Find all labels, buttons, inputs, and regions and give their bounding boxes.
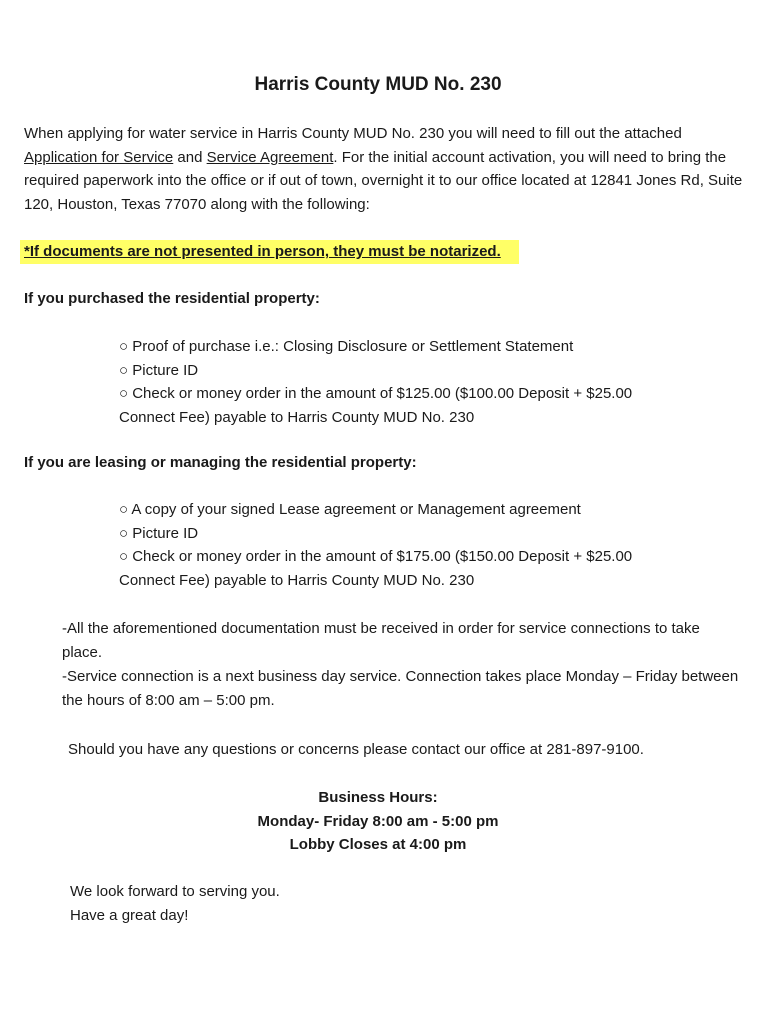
list-item: Connect Fee) payable to Harris County MUD No. 230 xyxy=(119,571,475,589)
weekday-hours: Monday- Friday 8:00 am - 5:00 pm xyxy=(257,812,499,830)
documentation-note: -All the aforementioned documentation must be received in order for service connections to take place. xyxy=(62,620,700,661)
intro-paragraph xyxy=(24,122,744,216)
list-item: ○ Picture ID xyxy=(119,361,199,379)
intro-text-2: and xyxy=(173,148,207,166)
purchase-heading: If you purchased the residential property: xyxy=(24,290,320,307)
list-item: ○ Check or money order in the amount of $175.00 ($150.00 Deposit + $25.00 xyxy=(119,548,633,565)
list-item: Connect Fee) payable to Harris County MUD No. 230 xyxy=(119,408,475,426)
closing-line: We look forward to serving you. xyxy=(70,883,280,900)
list-item: ○ Check or money order in the amount of $125.00 ($100.00 Deposit + $25.00 xyxy=(119,385,633,402)
application-for-service-link[interactable]: Application for Service xyxy=(24,148,174,166)
lobby-hours: Lobby Closes at 4:00 pm xyxy=(289,836,467,853)
closing-line: Have a great day! xyxy=(70,906,189,924)
business-hours xyxy=(0,786,756,857)
list-item: ○ Proof of purchase i.e.: Closing Disclosure or Settlement Statement xyxy=(119,338,574,355)
list-item: ○ Picture ID xyxy=(119,524,199,542)
closing xyxy=(70,880,280,927)
intro-text-1: When applying for water service in Harris County MUD No. 230 you will need to fill out the attached xyxy=(24,125,682,142)
service-connection-note: -Service connection is a next business day service. Connection takes place Monday – Friday between the hours of 8:00 am – 5:00 pm. xyxy=(62,668,739,709)
list-item: ○ A copy of your signed Lease agreement or Management agreement xyxy=(119,501,581,518)
lease-requirements-list xyxy=(119,498,719,592)
lease-heading: If you are leasing or managing the residential property: xyxy=(24,454,417,471)
intro-text-3: . For the initial account activation, you will need to bring the required paperwork into the office or if out of town, overnight it to our office located at 12841 Jones Rd, Suite 120, Houston, Texas 77070 along with the following: xyxy=(24,148,743,213)
page-title: Harris County MUD No. 230 xyxy=(254,74,502,95)
notarized-notice: *If documents are not presented in person, they must be notarized. xyxy=(20,240,519,264)
business-hours-heading: Business Hours: xyxy=(318,789,438,806)
contact-info: Should you have any questions or concerns please contact our office at 281-897-9100. xyxy=(68,741,644,758)
service-agreement-link[interactable]: Service Agreement xyxy=(206,148,334,166)
purchase-requirements-list xyxy=(119,335,719,429)
